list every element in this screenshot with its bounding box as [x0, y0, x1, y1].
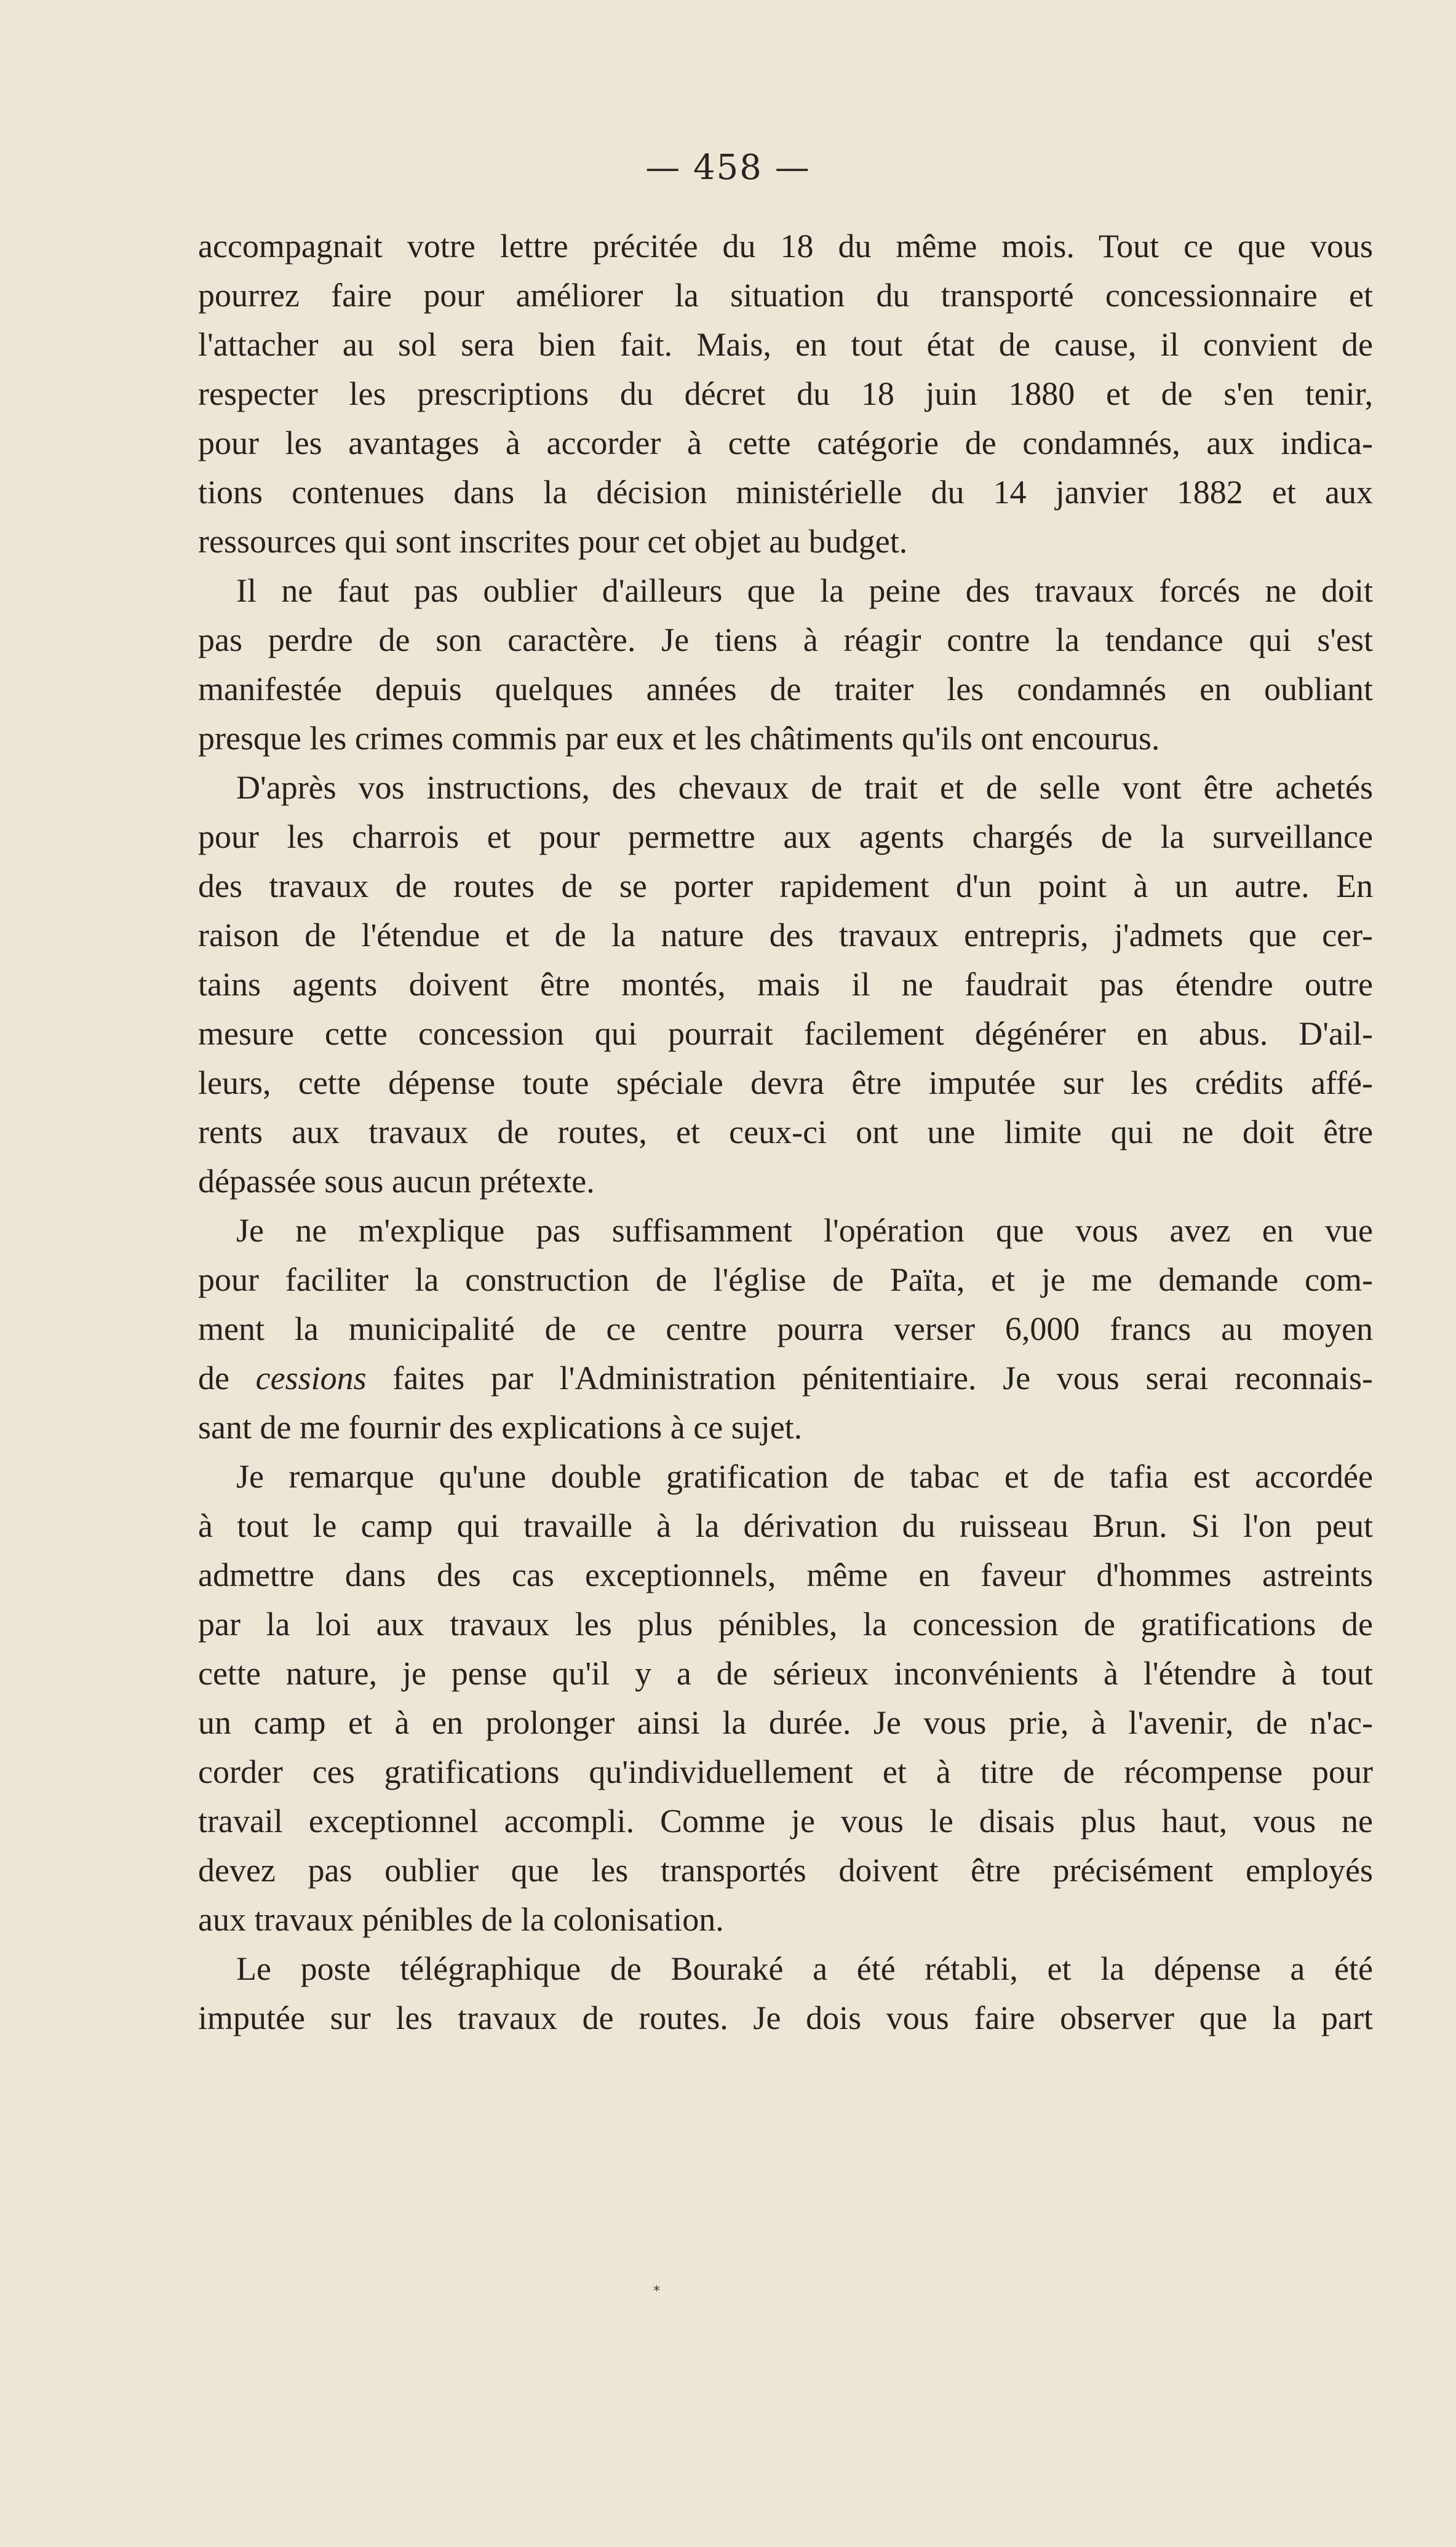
text-fragment: faites par l'Administration pénitentiaire. Je vous serai reconnais- — [392, 1360, 1374, 1397]
text-line: manifestée depuis quelques années de traiter les condamnés en oubliant — [198, 671, 1373, 708]
text-line: presque les crimes commis par eux et les châtiments qu'ils ont encourus. — [198, 720, 1160, 757]
text-fragment: de — [198, 1360, 229, 1397]
page-number: — 458 — — [645, 148, 811, 188]
text-line: corder ces gratifications qu'individuellement et à titre de récompense pour — [198, 1753, 1373, 1790]
italic-word: cessions — [255, 1360, 367, 1397]
text-line: devez pas oublier que les transportés doivent être précisément employés — [198, 1852, 1373, 1889]
text-line: Le poste télégraphique de Bouraké a été rétabli, et la dépense a été — [236, 1950, 1373, 1987]
text-line: imputée sur les travaux de routes. Je dois vous faire observer que la part — [198, 1999, 1373, 2036]
text-line: ressources qui sont inscrites pour cet objet au budget. — [198, 523, 908, 560]
text-line: raison de l'étendue et de la nature des travaux entrepris, j'admets que cer- — [198, 917, 1373, 954]
text-line: des travaux de routes de se porter rapidement d'un point à un autre. En — [198, 867, 1373, 904]
text-line: un camp et à en prolonger ainsi la durée. Je vous prie, à l'avenir, de n'ac- — [198, 1704, 1373, 1741]
text-line: dépassée sous aucun prétexte. — [198, 1163, 595, 1200]
text-line: Je remarque qu'une double gratification de tabac et de tafia est accordée — [236, 1458, 1373, 1495]
text-line: tains agents doivent être montés, mais il ne faudrait pas étendre outre — [198, 966, 1373, 1003]
text-line: leurs, cette dépense toute spéciale devra être imputée sur les crédits affé- — [198, 1064, 1373, 1101]
footer-mark: * — [653, 2284, 660, 2299]
text-line: tions contenues dans la décision ministérielle du 14 janvier 1882 et aux — [198, 474, 1373, 511]
text-line: aux travaux pénibles de la colonisation. — [198, 1901, 724, 1938]
text-line: Il ne faut pas oublier d'ailleurs que la peine des travaux forcés ne doit — [236, 572, 1373, 609]
body-text — [198, 221, 1373, 2043]
text-line: sant de me fournir des explications à ce sujet. — [198, 1409, 803, 1446]
text-line: pour faciliter la construction de l'église de Païta, et je me demande com- — [198, 1261, 1373, 1298]
text-line: accompagnait votre lettre précitée du 18 du même mois. Tout ce que vous — [198, 228, 1373, 265]
text-line: D'après vos instructions, des chevaux de trait et de selle vont être achetés — [236, 769, 1373, 806]
text-line: rents aux travaux de routes, et ceux-ci ont une limite qui ne doit être — [198, 1114, 1373, 1150]
text-line: à tout le camp qui travaille à la dérivation du ruisseau Brun. Si l'on peut — [198, 1507, 1373, 1544]
text-line: pourrez faire pour améliorer la situation du transporté concessionnaire et — [198, 277, 1373, 314]
text-line: admettre dans des cas exceptionnels, même en faveur d'hommes astreints — [198, 1556, 1373, 1593]
text-line: pas perdre de son caractère. Je tiens à réagir contre la tendance qui s'est — [198, 621, 1373, 658]
text-line: cette nature, je pense qu'il y a de sérieux inconvénients à l'étendre à tout — [198, 1655, 1373, 1692]
text-line: travail exceptionnel accompli. Comme je vous le disais plus haut, vous ne — [198, 1803, 1373, 1840]
text-line: Je ne m'explique pas suffisamment l'opération que vous avez en vue — [236, 1212, 1373, 1249]
text-line: respecter les prescriptions du décret du 18 juin 1880 et de s'en tenir, — [198, 375, 1373, 412]
text-line: pour les charrois et pour permettre aux agents chargés de la surveillance — [198, 818, 1373, 855]
text-line — [198, 1353, 1373, 1403]
text-line: pour les avantages à accorder à cette catégorie de condamnés, aux indica- — [198, 424, 1373, 461]
text-line: mesure cette concession qui pourrait facilement dégénérer en abus. D'ail- — [198, 1015, 1373, 1052]
text-line: ment la municipalité de ce centre pourra verser 6,000 francs au moyen — [198, 1310, 1373, 1347]
text-line: l'attacher au sol sera bien fait. Mais, en tout état de cause, il convient de — [198, 326, 1373, 363]
text-line: par la loi aux travaux les plus pénibles, la concession de gratifications de — [198, 1606, 1373, 1643]
